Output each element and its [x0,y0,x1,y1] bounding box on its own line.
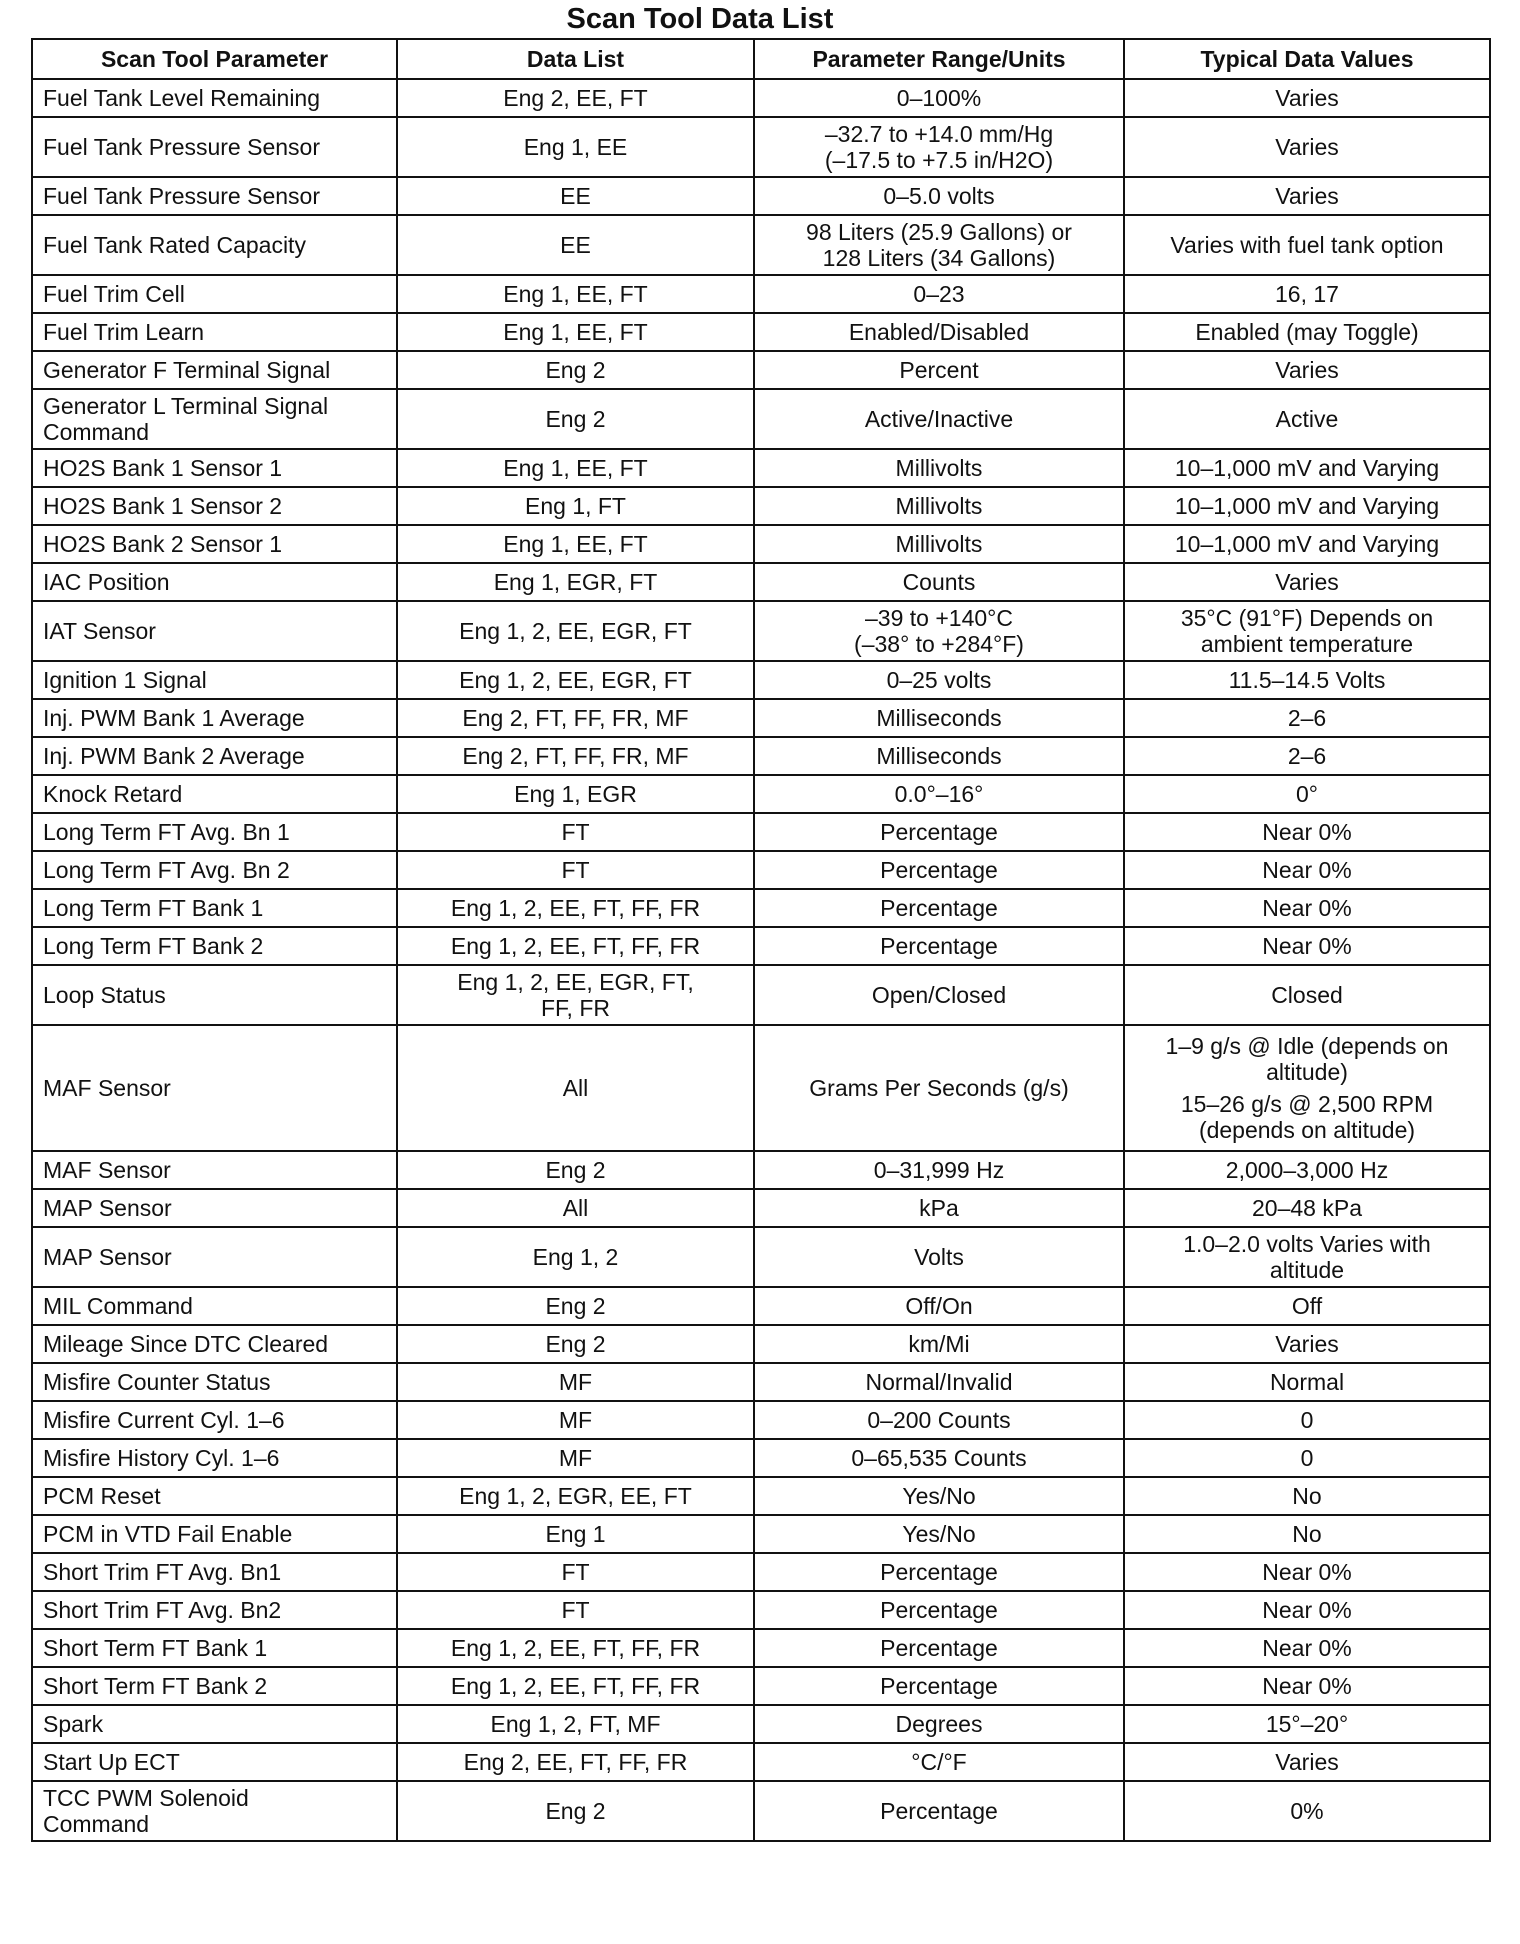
cell-parameter: MAF Sensor [32,1151,397,1189]
table-row [32,487,1490,525]
cell-range-units: Percentage [754,1629,1124,1667]
cell-data-list: Eng 1, 2, EGR, EE, FT [397,1477,754,1515]
cell-data-list: MF [397,1401,754,1439]
cell-range-units: 0–100% [754,79,1124,117]
cell-typical-value [1124,177,1490,215]
cell-parameter: Misfire Counter Status [32,1363,397,1401]
typical-value-text: Near 0% [1262,1635,1352,1661]
cell-parameter: Fuel Trim Learn [32,313,397,351]
cell-data-list: MF [397,1363,754,1401]
cell-typical-value [1124,1477,1490,1515]
cell-parameter: PCM Reset [32,1477,397,1515]
cell-parameter: Start Up ECT [32,1743,397,1781]
typical-value-text: Near 0% [1262,819,1352,845]
table-row [32,927,1490,965]
cell-data-list: MF [397,1439,754,1477]
table-row [32,813,1490,851]
table-row [32,1325,1490,1363]
cell-range-units: Percent [754,351,1124,389]
typical-value-text: Varies [1275,569,1339,595]
cell-data-list: Eng 1, EE, FT [397,449,754,487]
table-row [32,525,1490,563]
cell-parameter: Short Term FT Bank 2 [32,1667,397,1705]
typical-value-text: 2–6 [1287,743,1327,769]
typical-value-text: Enabled (may Toggle) [1195,319,1419,345]
table-row [32,1227,1490,1287]
cell-data-list: FT [397,1591,754,1629]
cell-typical-value [1124,1151,1490,1189]
cell-data-list: Eng 2, EE, FT [397,79,754,117]
cell-typical-value [1124,117,1490,177]
cell-parameter: MAP Sensor [32,1189,397,1227]
cell-parameter: HO2S Bank 1 Sensor 2 [32,487,397,525]
cell-parameter: Long Term FT Avg. Bn 2 [32,851,397,889]
cell-data-list: Eng 1 [397,1515,754,1553]
typical-value-text: 10–1,000 mV and Varying [1174,455,1440,481]
typical-value-text: Near 0% [1262,1597,1352,1623]
table-row [32,1705,1490,1743]
cell-parameter: Knock Retard [32,775,397,813]
cell-typical-value [1124,1743,1490,1781]
typical-value-text: 10–1,000 mV and Varying [1174,493,1440,519]
cell-range-units: Millivolts [754,525,1124,563]
cell-range-units: Percentage [754,1667,1124,1705]
typical-value-text: 1–9 g/s @ Idle (depends on altitude) [1165,1033,1449,1085]
cell-parameter: Fuel Trim Cell [32,275,397,313]
cell-data-list: Eng 2, EE, FT, FF, FR [397,1743,754,1781]
table-row [32,1781,1490,1841]
cell-typical-value [1124,563,1490,601]
cell-data-list: Eng 1, 2, EE, FT, FF, FR [397,927,754,965]
cell-typical-value [1124,661,1490,699]
typical-value-text: Varies [1275,134,1339,160]
cell-range-units: km/Mi [754,1325,1124,1363]
cell-data-list: All [397,1025,754,1151]
typical-value-text: Varies with fuel tank option [1170,232,1444,258]
cell-data-list: Eng 1, EGR, FT [397,563,754,601]
cell-typical-value [1124,1189,1490,1227]
cell-data-list: FT [397,1553,754,1591]
typical-value-text: 0% [1290,1798,1324,1824]
cell-range-units: –39 to +140°C (–38° to +284°F) [754,601,1124,661]
cell-typical-value [1124,813,1490,851]
cell-parameter: IAT Sensor [32,601,397,661]
table-row [32,737,1490,775]
cell-range-units: 0–200 Counts [754,1401,1124,1439]
typical-value-text: Active [1275,406,1339,432]
cell-typical-value [1124,1325,1490,1363]
cell-parameter: Inj. PWM Bank 2 Average [32,737,397,775]
typical-value-text: Closed [1271,982,1343,1008]
cell-typical-value [1124,1025,1490,1151]
cell-data-list: Eng 1, 2, EE, EGR, FT [397,661,754,699]
typical-value-text: Off [1291,1293,1323,1319]
typical-value-text: Near 0% [1262,857,1352,883]
cell-range-units: Percentage [754,813,1124,851]
cell-data-list: Eng 2, FT, FF, FR, MF [397,737,754,775]
typical-value-text: 11.5–14.5 Volts [1228,667,1386,693]
cell-data-list: FT [397,851,754,889]
cell-parameter: MAP Sensor [32,1227,397,1287]
cell-range-units: Degrees [754,1705,1124,1743]
table-row [32,117,1490,177]
typical-value-text: 20–48 kPa [1252,1195,1362,1221]
cell-typical-value [1124,601,1490,661]
table-row [32,79,1490,117]
cell-range-units: Enabled/Disabled [754,313,1124,351]
cell-range-units: 0–23 [754,275,1124,313]
cell-typical-value [1124,525,1490,563]
typical-value-text: Near 0% [1262,1673,1352,1699]
table-row [32,1439,1490,1477]
cell-typical-value [1124,927,1490,965]
table-row [32,1667,1490,1705]
typical-value-text: Varies [1275,85,1339,111]
cell-parameter: IAC Position [32,563,397,601]
cell-range-units: Percentage [754,927,1124,965]
cell-parameter: Fuel Tank Level Remaining [32,79,397,117]
table-header-row [32,39,1490,79]
cell-typical-value [1124,1629,1490,1667]
cell-range-units: Percentage [754,851,1124,889]
typical-value-text: 15–26 g/s @ 2,500 RPM (depends on altitude) [1180,1091,1434,1143]
cell-data-list: FT [397,813,754,851]
cell-typical-value [1124,1287,1490,1325]
header-data-list: Data List [397,39,754,79]
typical-value-text: Near 0% [1262,895,1352,921]
table-row [32,1401,1490,1439]
typical-value-text: 15°–20° [1265,1711,1349,1737]
table-row [32,313,1490,351]
cell-data-list: All [397,1189,754,1227]
typical-value-text: 35°C (91°F) Depends on ambient temperature [1180,605,1434,657]
cell-range-units: Percentage [754,1781,1124,1841]
table-row [32,699,1490,737]
cell-typical-value [1124,965,1490,1025]
cell-parameter: MAF Sensor [32,1025,397,1151]
cell-range-units: –32.7 to +14.0 mm/Hg (–17.5 to +7.5 in/H2O) [754,117,1124,177]
cell-parameter: Loop Status [32,965,397,1025]
cell-parameter: Fuel Tank Pressure Sensor [32,177,397,215]
table-row [32,1189,1490,1227]
cell-parameter: Fuel Tank Pressure Sensor [32,117,397,177]
cell-typical-value [1124,79,1490,117]
typical-value-text: Near 0% [1262,1559,1352,1585]
cell-data-list: Eng 2 [397,389,754,449]
header-typical-data-values: Typical Data Values [1124,39,1490,79]
cell-data-list: Eng 1, EE, FT [397,275,754,313]
cell-range-units: 0–65,535 Counts [754,1439,1124,1477]
cell-data-list: Eng 2, FT, FF, FR, MF [397,699,754,737]
cell-parameter: Misfire Current Cyl. 1–6 [32,1401,397,1439]
cell-data-list: Eng 2 [397,1781,754,1841]
cell-typical-value [1124,487,1490,525]
cell-range-units: 0–31,999 Hz [754,1151,1124,1189]
cell-range-units: Open/Closed [754,965,1124,1025]
cell-range-units: 0–25 volts [754,661,1124,699]
cell-range-units: Yes/No [754,1515,1124,1553]
cell-typical-value [1124,275,1490,313]
header-parameter-range-units: Parameter Range/Units [754,39,1124,79]
cell-parameter: Generator L Terminal Signal Command [32,389,397,449]
cell-typical-value [1124,449,1490,487]
scan-tool-data-table [31,38,1491,1842]
cell-data-list: Eng 1, FT [397,487,754,525]
table-row [32,449,1490,487]
cell-typical-value [1124,737,1490,775]
cell-parameter: Inj. PWM Bank 1 Average [32,699,397,737]
cell-typical-value [1124,775,1490,813]
cell-typical-value [1124,1401,1490,1439]
cell-parameter: HO2S Bank 1 Sensor 1 [32,449,397,487]
cell-typical-value [1124,1781,1490,1841]
page-title: Scan Tool Data List [566,3,834,35]
cell-data-list: Eng 1, 2, EE, FT, FF, FR [397,1629,754,1667]
cell-data-list: Eng 1, 2, EE, FT, FF, FR [397,1667,754,1705]
cell-parameter: Long Term FT Avg. Bn 1 [32,813,397,851]
cell-parameter: Long Term FT Bank 2 [32,927,397,965]
cell-range-units: Millivolts [754,487,1124,525]
cell-parameter: Ignition 1 Signal [32,661,397,699]
cell-typical-value [1124,1515,1490,1553]
cell-typical-value [1124,351,1490,389]
cell-data-list: Eng 1, 2, EE, EGR, FT [397,601,754,661]
header-scan-tool-parameter: Scan Tool Parameter [32,39,397,79]
typical-value-text: Varies [1275,183,1339,209]
typical-value-text: No [1292,1483,1322,1509]
cell-parameter: PCM in VTD Fail Enable [32,1515,397,1553]
table-row [32,351,1490,389]
typical-value-text: 2,000–3,000 Hz [1225,1157,1389,1183]
table-row [32,389,1490,449]
cell-range-units: 0–5.0 volts [754,177,1124,215]
cell-typical-value [1124,1553,1490,1591]
cell-data-list: Eng 1, 2, EE, EGR, FT, FF, FR [397,965,754,1025]
table-row [32,775,1490,813]
cell-range-units: Percentage [754,889,1124,927]
cell-parameter: TCC PWM Solenoid Command [32,1781,397,1841]
cell-range-units: Counts [754,563,1124,601]
typical-value-text: Varies [1275,1749,1339,1775]
cell-typical-value [1124,1667,1490,1705]
cell-data-list: Eng 1, EE [397,117,754,177]
table-row [32,851,1490,889]
typical-value-text: Near 0% [1262,933,1352,959]
cell-range-units: Milliseconds [754,737,1124,775]
cell-parameter: Short Term FT Bank 1 [32,1629,397,1667]
table-row [32,563,1490,601]
typical-value-text: Normal [1269,1369,1345,1395]
table-body [32,79,1490,1841]
cell-range-units: Off/On [754,1287,1124,1325]
cell-data-list: EE [397,215,754,275]
typical-value-text: 10–1,000 mV and Varying [1174,531,1440,557]
table-row [32,1591,1490,1629]
cell-typical-value [1124,1591,1490,1629]
cell-typical-value [1124,1439,1490,1477]
cell-parameter: Fuel Tank Rated Capacity [32,215,397,275]
typical-value-text: 0 [1300,1407,1314,1433]
table-row [32,1287,1490,1325]
cell-typical-value [1124,699,1490,737]
table-row [32,601,1490,661]
cell-range-units: Millivolts [754,449,1124,487]
cell-range-units: 0.0°–16° [754,775,1124,813]
cell-typical-value [1124,215,1490,275]
cell-range-units: kPa [754,1189,1124,1227]
cell-range-units: Normal/Invalid [754,1363,1124,1401]
table-row [32,1477,1490,1515]
cell-data-list: Eng 2 [397,1287,754,1325]
cell-typical-value [1124,1363,1490,1401]
cell-typical-value [1124,389,1490,449]
table-row [32,661,1490,699]
cell-range-units: Milliseconds [754,699,1124,737]
cell-range-units: Active/Inactive [754,389,1124,449]
table-row [32,1151,1490,1189]
cell-parameter: Short Trim FT Avg. Bn2 [32,1591,397,1629]
cell-data-list: Eng 2 [397,351,754,389]
cell-range-units: 98 Liters (25.9 Gallons) or 128 Liters (34 Gallons) [754,215,1124,275]
cell-typical-value [1124,889,1490,927]
typical-value-text: Varies [1275,357,1339,383]
cell-parameter: Long Term FT Bank 1 [32,889,397,927]
table-row [32,889,1490,927]
cell-range-units: Percentage [754,1553,1124,1591]
typical-value-text: No [1292,1521,1322,1547]
table-row [32,275,1490,313]
cell-data-list: Eng 1, 2 [397,1227,754,1287]
cell-range-units: Yes/No [754,1477,1124,1515]
table-row [32,215,1490,275]
cell-data-list: Eng 1, 2, FT, MF [397,1705,754,1743]
cell-parameter: Short Trim FT Avg. Bn1 [32,1553,397,1591]
typical-value-text: 0° [1296,781,1318,807]
cell-typical-value [1124,1227,1490,1287]
typical-value-text: 16, 17 [1275,281,1339,307]
cell-typical-value [1124,1705,1490,1743]
table-row [32,1743,1490,1781]
cell-range-units: °C/°F [754,1743,1124,1781]
cell-typical-value [1124,851,1490,889]
typical-value-text: 0 [1300,1445,1314,1471]
typical-value-text: 1.0–2.0 volts Varies with altitude [1183,1231,1431,1283]
cell-typical-value [1124,313,1490,351]
cell-parameter: Misfire History Cyl. 1–6 [32,1439,397,1477]
cell-parameter: HO2S Bank 2 Sensor 1 [32,525,397,563]
table-row [32,177,1490,215]
table-row [32,965,1490,1025]
cell-parameter: MIL Command [32,1287,397,1325]
typical-value-text: 2–6 [1287,705,1327,731]
cell-parameter: Spark [32,1705,397,1743]
cell-parameter: Mileage Since DTC Cleared [32,1325,397,1363]
cell-data-list: Eng 1, EGR [397,775,754,813]
cell-data-list: Eng 1, EE, FT [397,525,754,563]
cell-data-list: EE [397,177,754,215]
cell-data-list: Eng 1, 2, EE, FT, FF, FR [397,889,754,927]
cell-parameter: Generator F Terminal Signal [32,351,397,389]
table-row [32,1629,1490,1667]
table-row [32,1553,1490,1591]
table-row [32,1515,1490,1553]
cell-range-units: Volts [754,1227,1124,1287]
cell-data-list: Eng 1, EE, FT [397,313,754,351]
typical-value-text: Varies [1275,1331,1339,1357]
cell-range-units: Grams Per Seconds (g/s) [754,1025,1124,1151]
cell-data-list: Eng 2 [397,1151,754,1189]
table-row [32,1363,1490,1401]
cell-range-units: Percentage [754,1591,1124,1629]
cell-data-list: Eng 2 [397,1325,754,1363]
table-row [32,1025,1490,1151]
